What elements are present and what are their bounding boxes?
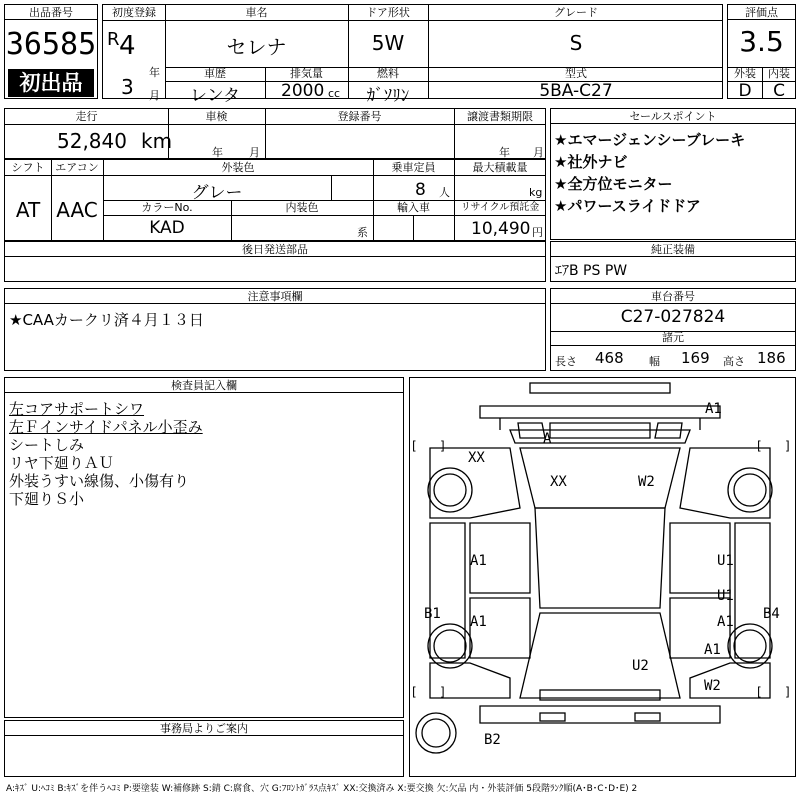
history-label: 車歴 <box>204 67 226 80</box>
grade: S <box>569 31 583 55</box>
width-label: 幅 <box>649 355 660 368</box>
reg-era: R <box>107 29 120 50</box>
cc-unit: cc <box>328 87 341 100</box>
int-color-label: 内装色 <box>285 201 319 214</box>
length: 468 <box>595 349 624 367</box>
car-name-label: 車名 <box>245 6 268 19</box>
color-no-label: カラーNo. <box>141 201 193 214</box>
mark-u2-center: U2 <box>632 658 649 674</box>
later-parts-box <box>4 241 546 282</box>
length-label: 長さ <box>555 355 577 368</box>
first-reg-label: 初度登録 <box>112 6 156 19</box>
yen-unit: 円 <box>532 226 543 239</box>
transfer-year-unit: 年 <box>499 146 510 159</box>
capacity: 8 <box>415 180 426 200</box>
plate-label: 登録番号 <box>337 110 382 123</box>
sales-point-3: ★全方位モニター <box>554 175 673 193</box>
mark-xx-left: XX <box>468 450 485 466</box>
svg-text:]: ] <box>440 685 445 699</box>
mark-b4-right: B4 <box>763 606 780 622</box>
chassis-label: 車台番号 <box>551 289 795 304</box>
reg-year: 4 <box>119 31 136 61</box>
displacement-label: 排気量 <box>290 67 323 80</box>
ext-color-label: 外装色 <box>221 161 255 174</box>
first-listing-badge <box>8 69 94 97</box>
mark-xx-center: XX <box>550 474 567 490</box>
svg-text:[: [ <box>412 685 417 699</box>
inspector-box <box>4 377 404 718</box>
kg-unit: kg <box>529 186 543 199</box>
kei-unit: 系 <box>357 226 368 239</box>
mark-a1-right: A1 <box>717 614 734 630</box>
svg-text:[: [ <box>757 685 762 699</box>
chassis-number: C27-027824 <box>620 307 726 327</box>
main-header-box <box>102 4 723 106</box>
lot-number-label: 出品番号 <box>5 5 97 20</box>
shift-label: シフト <box>11 161 45 174</box>
mark-u1-right1: U1 <box>717 553 734 569</box>
mileage-label: 走行 <box>75 110 98 123</box>
shift: AT <box>15 198 41 222</box>
inspection-label: 車検 <box>205 110 228 123</box>
inspection-month-unit: 月 <box>249 146 260 159</box>
notes-text: ★CAAカークリ済４月１３日 <box>9 311 204 329</box>
fuel: ｶﾞｿﾘﾝ <box>366 86 410 106</box>
notes-box <box>4 288 546 371</box>
mark-w2-right: W2 <box>704 678 721 694</box>
sales-points-box <box>550 108 796 240</box>
inspector-line-6: 下廻りＳ小 <box>9 490 85 508</box>
notes-label: 注意事項欄 <box>5 289 545 304</box>
year-unit: 年 <box>149 66 160 79</box>
model-label: 型式 <box>565 67 587 80</box>
mark-a-glass: A <box>543 431 552 447</box>
grade-label: グレード <box>554 6 598 19</box>
door-type: 5W <box>371 31 405 55</box>
score-label: 評価点 <box>728 5 795 20</box>
model: 5BA-C27 <box>539 81 613 101</box>
capacity-label: 乗車定員 <box>391 161 436 174</box>
mark-a1-top: A1 <box>705 401 722 417</box>
lot-number-box <box>4 4 98 99</box>
displacement: 2000 <box>281 81 325 101</box>
interior-label: 内装 <box>768 67 790 80</box>
mark-w2-center: W2 <box>638 474 655 490</box>
score-box <box>727 4 796 99</box>
exterior-grade: D <box>738 81 752 101</box>
sales-point-1: ★エマージェンシーブレーキ <box>554 131 746 149</box>
mark-b2-bottom: B2 <box>484 732 501 748</box>
svg-text:]: ] <box>440 439 445 453</box>
reg-month: 3 <box>121 75 134 99</box>
mileage: 52,840 <box>57 129 127 153</box>
later-parts-label: 後日発送部品 <box>5 242 545 257</box>
transfer-month-unit: 月 <box>533 146 544 159</box>
sales-point-2: ★社外ナビ <box>554 153 628 171</box>
ext-color: グレー <box>191 183 243 203</box>
inspector-line-1: 左コアサポートシワ <box>9 400 145 418</box>
history: レンタ <box>190 86 240 106</box>
inspection-year-unit: 年 <box>212 146 223 159</box>
aircon: AAC <box>56 198 98 222</box>
mark-a1-left2: A1 <box>470 614 487 630</box>
transfer-label: 譲渡書類期限 <box>467 110 533 123</box>
color-no: KAD <box>149 218 185 238</box>
inspector-line-5: 外装うすい線傷、小傷有り <box>9 472 190 490</box>
mark-u1-right2: U1 <box>717 588 734 604</box>
height: 186 <box>757 349 786 367</box>
svg-text:[: [ <box>412 439 417 453</box>
svg-text:]: ] <box>785 439 790 453</box>
score: 3.5 <box>739 25 784 58</box>
inspector-line-2: 左Ｆインサイドパネル小歪み <box>9 418 203 436</box>
chassis-box <box>550 288 796 371</box>
km-unit: km <box>141 129 173 153</box>
mark-a1-left1: A1 <box>470 553 487 569</box>
import-label: 輸入車 <box>397 201 430 214</box>
recycle-label: リサイクル預託金 <box>460 202 540 213</box>
mileage-box <box>4 108 546 159</box>
fuel-label: 燃料 <box>377 67 399 80</box>
genuine-box <box>550 241 796 282</box>
first-listing-text: 初出品 <box>19 71 83 95</box>
legend: A:ｷｽﾞ U:ﾍｺﾐ B:ｷｽﾞを伴うﾍｺﾐ P:要塗装 W:補修跡 S:錆 C:腐食、穴 G:ﾌﾛﾝﾄｶﾞﾗｽ点ｷｽﾞ XX:交換済み X:要交換 欠:欠品 内・外装評価 5段階ﾗﾝｸ順(A･B･C･D･E) 2 <box>6 784 638 794</box>
month-unit: 月 <box>149 89 160 102</box>
aircon-label: エアコン <box>55 161 99 174</box>
mark-b1-left: B1 <box>424 606 441 622</box>
person-unit: 人 <box>439 186 450 199</box>
car-name: セレナ <box>226 35 287 59</box>
svg-text:]: ] <box>785 685 790 699</box>
interior-grade: C <box>773 81 785 101</box>
sales-points-label: セールスポイント <box>551 109 795 124</box>
genuine-equipment: ｴｱB PS PW <box>555 263 628 279</box>
door-label: ドア形状 <box>366 6 410 19</box>
recycle-fee: 10,490 <box>471 219 531 239</box>
height-label: 高さ <box>723 355 745 368</box>
spec-box <box>4 159 546 241</box>
inspector-line-3: シートしみ <box>9 436 85 454</box>
office-box <box>4 720 404 777</box>
svg-text:[: [ <box>757 439 762 453</box>
inspector-line-4: リヤ下廻りＡＵ <box>9 454 114 472</box>
exterior-label: 外装 <box>734 67 756 80</box>
width: 169 <box>681 349 710 367</box>
office-label: 事務局よりご案内 <box>5 721 403 736</box>
inspector-label: 検査員記入欄 <box>5 378 403 393</box>
dims-label: 諸元 <box>662 331 684 344</box>
car-diagram <box>410 378 795 776</box>
load-label: 最大積載量 <box>472 161 528 174</box>
sales-point-4: ★パワースライドドア <box>554 197 701 215</box>
car-diagram-box <box>409 377 796 777</box>
mark-a1-right2: A1 <box>704 642 721 658</box>
genuine-label: 純正装備 <box>551 242 795 257</box>
lot-number: 36585 <box>5 27 97 62</box>
